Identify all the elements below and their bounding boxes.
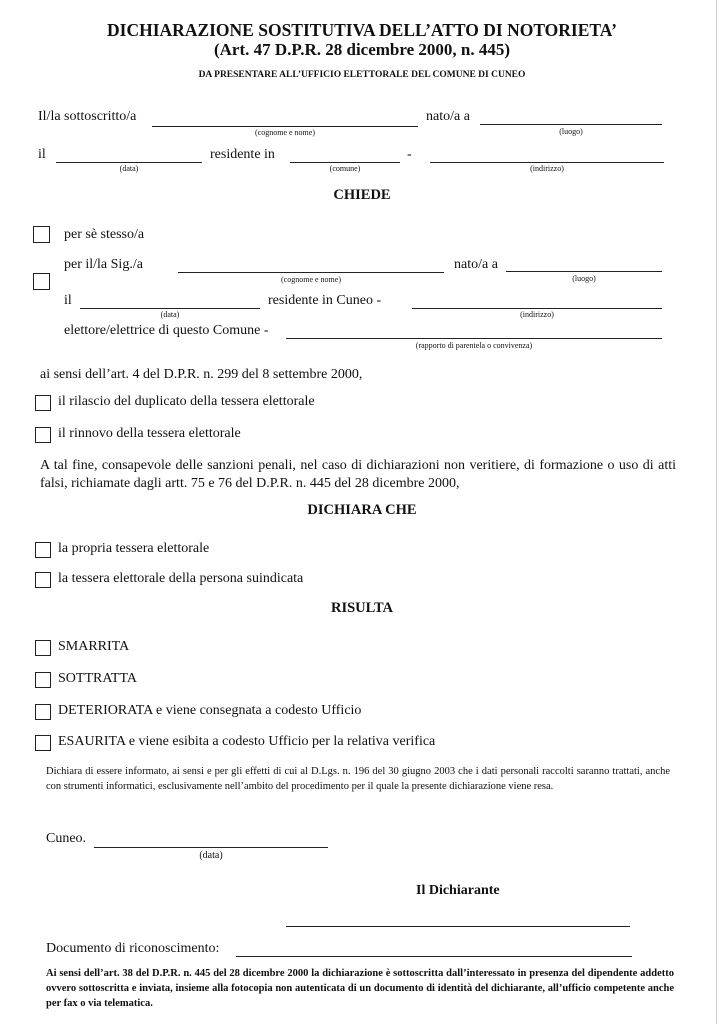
other-place-caption: (luogo) — [572, 274, 596, 283]
resident-cuneo-label: residente in Cuneo - — [268, 293, 382, 308]
other-card-checkbox[interactable] — [35, 572, 51, 588]
full-checkbox[interactable] — [35, 735, 51, 751]
signature-field[interactable] — [286, 926, 630, 927]
legal-basis-text: ai sensi dell’art. 4 del D.P.R. n. 299 del 8 settembre 2000, — [40, 367, 363, 382]
other-born-label: nato/a a — [454, 257, 498, 272]
il-label: il — [38, 147, 46, 162]
other-address-field[interactable] — [412, 308, 662, 309]
signature-date-caption: (data) — [199, 850, 223, 861]
voter-label: elettore/elettrice di questo Comune - — [64, 323, 269, 338]
address-field[interactable] — [430, 162, 664, 163]
comune-caption: (comune) — [329, 164, 361, 173]
other-il-label: il — [64, 293, 72, 308]
awareness-paragraph: A tal fine, consapevole delle sanzioni penali, nel caso di dichiarazioni non veritiere, di formazione o uso di atti falsi, richiamate dagli artt. 75 e 76 del D.P.R. n. 445 del 28 dicembre 2000, — [40, 458, 676, 491]
date-caption: (data) — [119, 164, 139, 173]
self-label: per sè stesso/a — [64, 227, 145, 242]
dichiara-heading: DICHIARA CHE — [307, 502, 417, 518]
other-name-field[interactable] — [178, 272, 444, 273]
signature-date-field[interactable] — [94, 847, 328, 848]
born-label: nato/a a — [426, 109, 470, 124]
place-label: Cuneo. — [46, 831, 87, 846]
relation-field[interactable] — [286, 338, 662, 339]
form-subtitle: (Art. 47 D.P.R. 28 dicembre 2000, n. 445) — [213, 40, 511, 59]
lost-label: SMARRITA — [58, 639, 130, 654]
other-date-caption: (data) — [160, 310, 180, 319]
relation-caption: (rapporto di parentela o convivenza) — [415, 341, 533, 350]
lost-checkbox[interactable] — [35, 640, 51, 656]
dash: - — [407, 147, 412, 162]
comune-field[interactable] — [290, 162, 400, 163]
other-person-label: per il/la Sig./a — [64, 257, 143, 272]
chiede-heading: CHIEDE — [333, 187, 391, 203]
declarant-label: Il Dichiarante — [416, 883, 500, 898]
footer-paragraph: Ai sensi dell’art. 38 del D.P.R. n. 445 del 28 dicembre 2000 la dichiarazione è sottoscritta dall’interessato in presenza del dipendente addetto ovvero sottoscritta e inviata, insieme alla fotocopia non autenticata di un documento di identità del dichiarante, all’ufficio competente anche per fax o via telematica. — [46, 968, 674, 1009]
birthplace-field[interactable] — [480, 124, 662, 125]
self-checkbox[interactable] — [33, 226, 50, 243]
office-note: DA PRESENTARE ALL’UFFICIO ELETTORALE DEL COMUNE DI CUNEO — [198, 70, 526, 80]
duplicate-label: il rilascio del duplicato della tessera elettorale — [58, 394, 315, 409]
own-card-label: la propria tessera elettorale — [58, 541, 210, 556]
other-name-caption: (cognome e nome) — [281, 275, 341, 284]
declarant-name-field[interactable] — [152, 126, 418, 127]
renewal-label: il rinnovo della tessera elettorale — [58, 426, 241, 441]
place-caption: (luogo) — [559, 127, 583, 136]
other-birthplace-field[interactable] — [506, 271, 662, 272]
duplicate-checkbox[interactable] — [35, 395, 51, 411]
full-label: ESAURITA e viene esibita a codesto Ufficio per la relativa verifica — [58, 734, 436, 749]
renewal-checkbox[interactable] — [35, 427, 51, 443]
other-card-label: la tessera elettorale della persona suindicata — [58, 571, 304, 586]
name-caption: (cognome e nome) — [255, 128, 315, 137]
other-person-checkbox[interactable] — [33, 273, 50, 290]
other-birthdate-field[interactable] — [80, 308, 260, 309]
address-caption: (indirizzo) — [530, 164, 564, 173]
privacy-paragraph: Dichiara di essere informato, ai sensi e per gli effetti di cui al D.Lgs. n. 196 del 30 giugno 2003 che i dati personali raccolti saranno trattati, anche con strumenti informatici, esclusivamente nell’ambito del procedimento per il quale la presente dichiarazione viene resa. — [46, 766, 670, 792]
undersigned-label: Il/la sottoscritto/a — [38, 109, 137, 124]
resident-label: residente in — [210, 147, 275, 162]
stolen-label: SOTTRATTA — [58, 671, 137, 686]
stolen-checkbox[interactable] — [35, 672, 51, 688]
other-address-caption: (indirizzo) — [520, 310, 554, 319]
form-title: DICHIARAZIONE SOSTITUTIVA DELL’ATTO DI NOTORIETA’ — [107, 20, 617, 40]
document-field[interactable] — [236, 956, 632, 957]
risulta-heading: RISULTA — [330, 600, 394, 616]
document-label: Documento di riconoscimento: — [46, 941, 220, 956]
birthdate-field[interactable] — [56, 162, 202, 163]
damaged-label: DETERIORATA e viene consegnata a codesto Ufficio — [58, 703, 362, 718]
own-card-checkbox[interactable] — [35, 542, 51, 558]
damaged-checkbox[interactable] — [35, 704, 51, 720]
